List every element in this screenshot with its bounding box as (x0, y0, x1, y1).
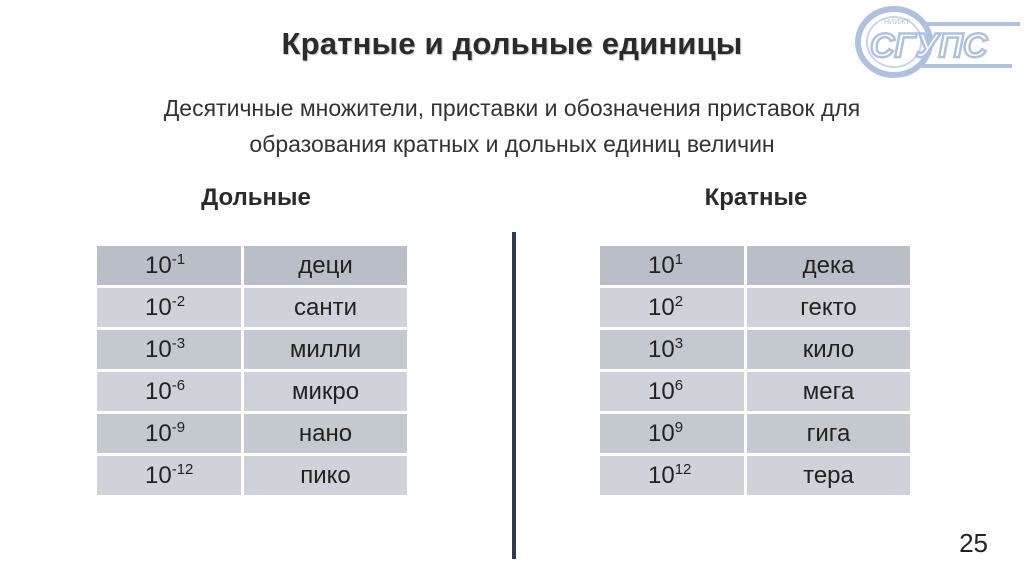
table-row (600, 246, 910, 285)
prefix-cell: нано (244, 414, 407, 453)
table-row (600, 414, 910, 453)
prefix-cell: кило (747, 330, 910, 369)
table-row (97, 456, 407, 495)
power-cell: $10^2$ (600, 288, 744, 327)
prefix-cell: милли (244, 330, 407, 369)
table-row (97, 288, 407, 327)
power-cell: $10^{-6}$ (97, 372, 241, 411)
subtitle-line-1: Десятичные множители, приставки и обозначения приставок для (163, 95, 861, 121)
submultiples-heading: Дольные (201, 184, 311, 211)
page-number: 25 (959, 528, 988, 558)
logo-small-text: НИИЖТ (884, 19, 910, 26)
prefix-cell: гекто (747, 288, 910, 327)
sgups-logo (852, 2, 1022, 82)
table-row (97, 414, 407, 453)
power-cell: $10^3$ (600, 330, 744, 369)
table-row (600, 330, 910, 369)
power-cell: $10^1$ (600, 246, 744, 285)
prefix-cell: дека (747, 246, 910, 285)
submultiples-table (94, 243, 410, 498)
slide-subtitle (40, 90, 984, 162)
column-divider (512, 232, 516, 559)
table-row (600, 456, 910, 495)
prefix-cell: мега (747, 372, 910, 411)
multiples-heading: Кратные (704, 184, 808, 211)
power-cell: $10^{-9}$ (97, 414, 241, 453)
prefix-cell: санти (244, 288, 407, 327)
power-cell: $10^{12}$ (600, 456, 744, 495)
logo-text: СГУПС (870, 27, 988, 65)
power-cell: $10^9$ (600, 414, 744, 453)
power-cell: $10^6$ (600, 372, 744, 411)
prefix-cell: пико (244, 456, 407, 495)
power-cell: $10^{-12}$ (97, 456, 241, 495)
power-cell: $10^{-2}$ (97, 288, 241, 327)
slide-title: Кратные и дольные единицы (281, 26, 743, 61)
prefix-cell: тера (747, 456, 910, 495)
multiples-table (597, 243, 913, 498)
subtitle-line-2: образования кратных и дольных единиц величин (249, 131, 775, 157)
table-row (600, 372, 910, 411)
power-cell: $10^{-1}$ (97, 246, 241, 285)
table-row (600, 288, 910, 327)
table-row (97, 330, 407, 369)
prefix-cell: деци (244, 246, 407, 285)
prefix-cell: микро (244, 372, 407, 411)
power-cell: $10^{-3}$ (97, 330, 241, 369)
table-row (97, 246, 407, 285)
prefix-cell: гига (747, 414, 910, 453)
table-row (97, 372, 407, 411)
